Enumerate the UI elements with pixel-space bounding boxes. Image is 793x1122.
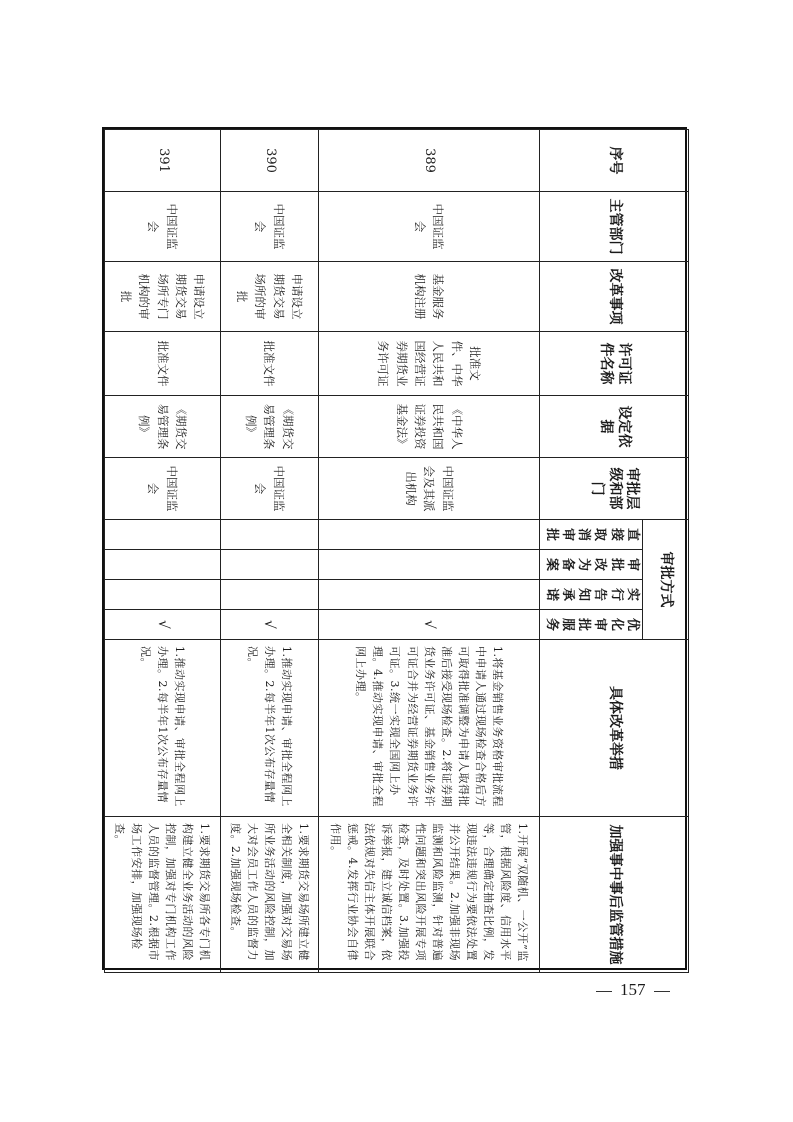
header-basis: 设定依据 <box>540 396 689 458</box>
header-seq: 序号 <box>540 130 689 192</box>
row-item: 申请设立期货交易场所的审批 <box>220 262 318 332</box>
header-mode-cancel: 直接取消审批 <box>540 520 643 550</box>
header-item: 改革事项 <box>540 262 689 332</box>
row-supervision: 1.要求期货交易所各专门机构建立健全业务活动的风险控制，加强对专门机构工作人员的监督管理。2.根据市场工作安排，加强现场检查。 <box>105 817 221 973</box>
row-seq: 389 <box>318 130 540 192</box>
row-mark-optimize: √ <box>105 610 221 640</box>
row-level: 中国证监会 <box>105 458 221 520</box>
reform-items-table <box>104 129 689 973</box>
row-license: 批准文件、中华人民共和国经营证券期货业务许可证 <box>318 332 540 396</box>
table-row <box>318 130 540 973</box>
row-mark-commitment <box>318 580 540 610</box>
page-dash-right <box>654 991 670 992</box>
row-measures: 1.推动实现申请、审批全程网上办理。2.每半年1次公布存量情况。 <box>105 640 221 817</box>
page-dash-left <box>596 991 612 992</box>
header-mode-commitment: 实行告知承诺 <box>540 580 643 610</box>
row-measures: 1.将基金销售业务资格审批流程中申请人通过现场检查合格后方可取得批准调整为申请人取得批准后接受现场检查。2.将证券期货业务许可证、基金销售业务许可证合并为经营证券期货业务许可证。3.统一实现全国网上办理。4.推动实现申请、审批全程网上办理。 <box>318 640 540 817</box>
row-mark-filing <box>318 550 540 580</box>
table-row <box>220 130 318 973</box>
row-basis: 《期货交易管理条例》 <box>220 396 318 458</box>
license-reform-table <box>102 127 687 970</box>
row-mark-cancel <box>105 520 221 550</box>
row-mark-commitment <box>220 580 318 610</box>
row-mark-cancel <box>220 520 318 550</box>
row-mark-commitment <box>105 580 221 610</box>
row-seq: 390 <box>220 130 318 192</box>
row-seq: 391 <box>105 130 221 192</box>
row-level: 中国证监会 <box>220 458 318 520</box>
header-mode: 审批方式 <box>643 520 689 640</box>
row-supervision: 1.开展“双随机、一公开”监管，根据风险度、信用水平等，合理确定抽查比例，发现违法违规行为要依法处置并公开结果。2.加强非现场监测和风险监测，针对普遍性问题和突出风险开展专项检查，及时处置。3.加强投诉举报，建立诚信档案，依法依规对失信主体开展联合惩戒。4.发挥行业协会自律作用。 <box>318 817 540 973</box>
row-item: 基金服务机构注册 <box>318 262 540 332</box>
row-license: 批准文件 <box>220 332 318 396</box>
header-license: 许可证件名称 <box>540 332 689 396</box>
row-dept: 中国证监会 <box>318 192 540 262</box>
row-mark-filing <box>105 550 221 580</box>
page-number <box>588 980 678 1000</box>
row-mark-filing <box>220 550 318 580</box>
row-mark-cancel <box>318 520 540 550</box>
row-dept: 中国证监会 <box>220 192 318 262</box>
rotated-table-body <box>104 129 689 972</box>
header-measures: 具体改革举措 <box>540 640 689 817</box>
row-mark-optimize: √ <box>220 610 318 640</box>
row-measures: 1.推动实现申请、审批全程网上办理。2.每半年1次公布存量情况。 <box>220 640 318 817</box>
row-item: 申请设立期货交易场所专门机构的审批 <box>105 262 221 332</box>
row-license: 批准文件 <box>105 332 221 396</box>
row-basis: 《中华人民共和国证券投资基金法》 <box>318 396 540 458</box>
row-dept: 中国证监会 <box>105 192 221 262</box>
header-dept: 主管部门 <box>540 192 689 262</box>
header-level: 审批层级和部门 <box>540 458 689 520</box>
row-mark-optimize: √ <box>318 610 540 640</box>
page-number-text: 157 <box>620 980 646 999</box>
row-basis: 《期货交易管理条例》 <box>105 396 221 458</box>
row-supervision: 1.要求期货交易场所建立健全相关制度，加强对交易场所业务活动的风险控制，加大对会员工作人员的监督力度。2.加强现场检查。 <box>220 817 318 973</box>
row-level: 中国证监会及其派出机构 <box>318 458 540 520</box>
table-row <box>105 130 221 973</box>
header-mode-filing: 审批改为备案 <box>540 550 643 580</box>
header-supervision: 加强事中事后监管措施 <box>540 817 689 973</box>
header-mode-optimize: 优化审批服务 <box>540 610 643 640</box>
